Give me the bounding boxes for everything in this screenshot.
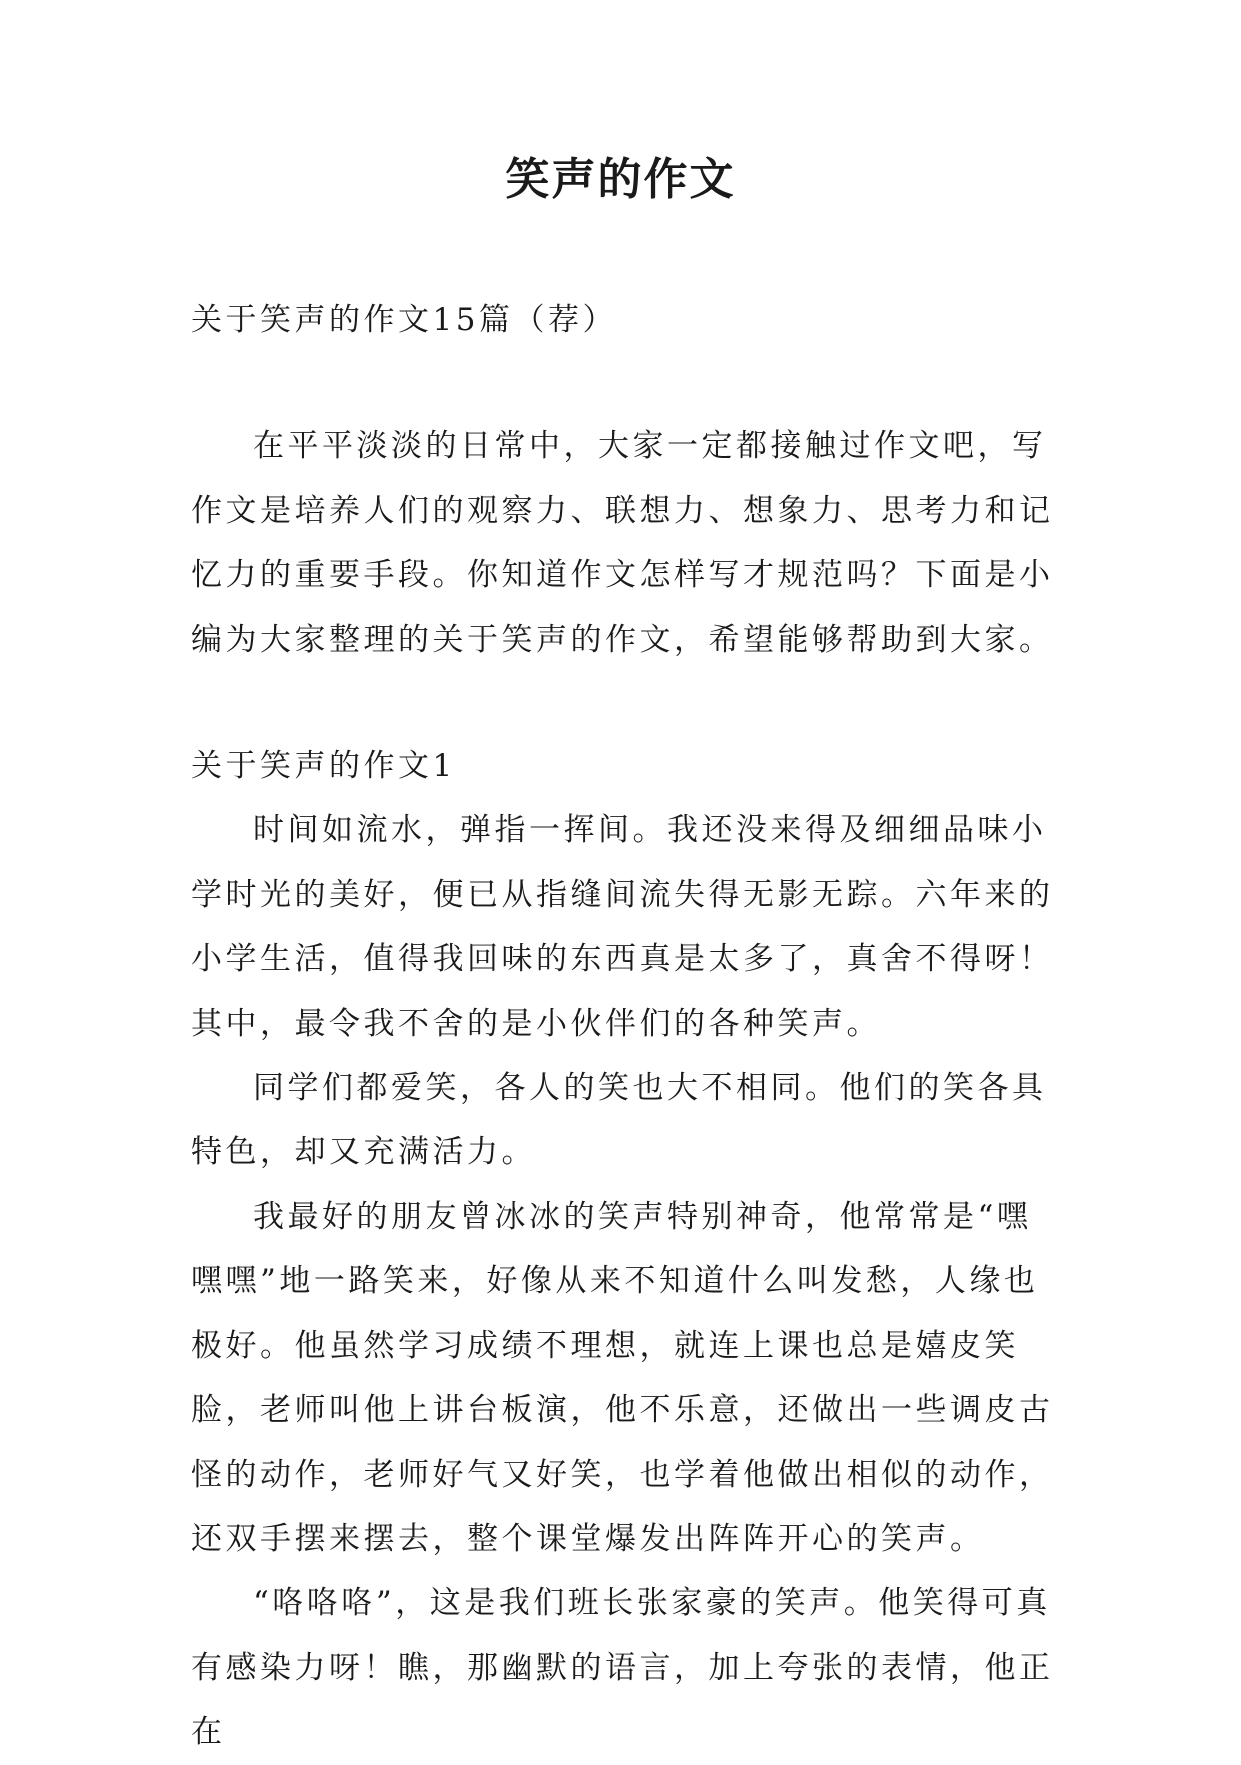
- body-paragraph: 我最好的朋友曾冰冰的笑声特别神奇，他常常是“嘿嘿嘿”地一路笑来，好像从来不知道什么叫发愁，人缘也极好。他虽然学习成绩不理想，就连上课也总是嬉皮笑脸，老师叫他上讲台板演，他不乐意，还做出一些调皮古怪的动作，老师好气又好笑，也学着他做出相似的动作，还双手摆来摆去，整个课堂爆发出阵阵开心的笑声。: [191, 1198, 1054, 1557]
- document-title: 笑声的作文: [505, 154, 736, 205]
- intro-paragraph: 在平平淡淡的日常中，大家一定都接触过作文吧，写作文是培养人们的观察力、联想力、想象力、思考力和记忆力的重要手段。你知道作文怎样写才规范吗？下面是小编为大家整理的关于笑声的作文，希望能够帮助到大家。: [191, 428, 1054, 658]
- body-paragraph: 时间如流水，弹指一挥间。我还没来得及细细品味小学时光的美好，便已从指缝间流失得无影无踪。六年来的小学生活，值得我回味的东西真是太多了，真舍不得呀！其中，最令我不舍的是小伙伴们的各种笑声。: [191, 812, 1054, 1042]
- body-paragraph: “咯咯咯”，这是我们班长张家豪的笑声。他笑得可真有感染力呀！瞧，那幽默的语言，加上夸张的表情，他正在: [191, 1585, 1054, 1751]
- body-paragraph: 同学们都爱笑，各人的笑也大不相同。他们的笑各具特色，却又充满活力。: [191, 1070, 1047, 1171]
- section-heading: 关于笑声的作文1: [191, 748, 456, 785]
- document-body: [191, 288, 1061, 1765]
- document-subtitle: 关于笑声的作文15篇（荐）: [191, 302, 617, 338]
